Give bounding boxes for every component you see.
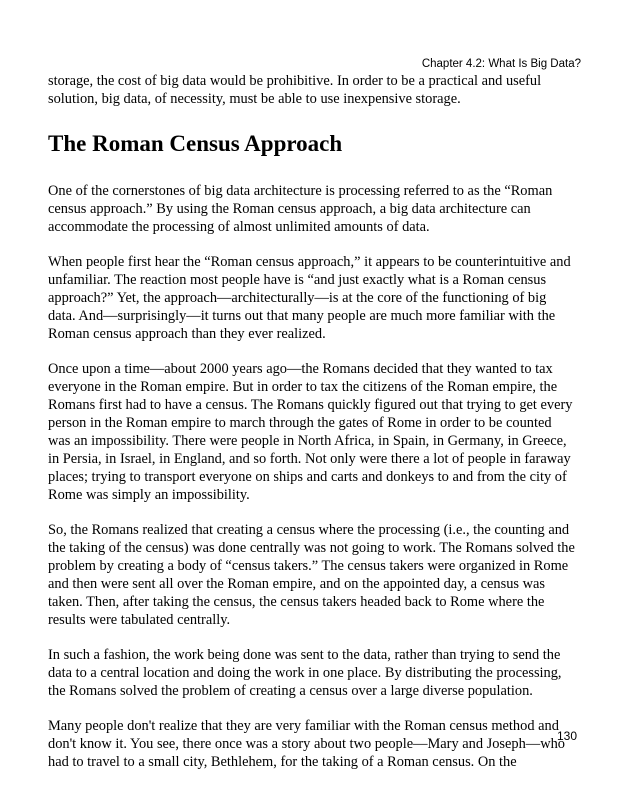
paragraph-4: So, the Romans realized that creating a census where the processing (i.e., the counting and the taking of the census) was done centrally was not going to work. The Romans solved the problem by creating a body of “census takers.” The census takers were organized in Rome and then were sent all over the Roman empire, and on the appointed day, a census was taken. Then, after taking the census, the census takers headed back to Rome where the results were tabulated centrally. <box>48 522 575 628</box>
page-number: 130 <box>556 729 577 743</box>
page-body <box>48 72 576 788</box>
paragraph-2: When people first hear the “Roman census approach,” it appears to be counterintuitive and unfamiliar. The reaction most people have is “and just exactly what is a Roman census approach?” Yet, the approach—architecturally—is at the core of the functioning of big data. And—surprisingly—it turns out that many people are much more familiar with the Roman census approach than they ever realized. <box>48 254 571 342</box>
continued-paragraph: storage, the cost of big data would be prohibitive. In order to be a practical and useful solution, big data, of necessity, must be able to use inexpensive storage. <box>48 73 542 107</box>
paragraph-3: Once upon a time—about 2000 years ago—the Romans decided that they wanted to tax everyone in the Roman empire. But in order to tax the citizens of the Roman empire, the Romans first had to have a census. The Romans quickly figured out that trying to get every person in the Roman empire to march through the gates of Rome in order to be counted was an impossibility. There were people in North Africa, in Spain, in Germany, in Greece, in Persia, in Israel, in England, and so forth. Not only were there a lot of people in faraway places; trying to transport everyone on ships and carts and donkeys to and from the city of Rome was simply an impossibility. <box>48 361 573 503</box>
paragraph-5: In such a fashion, the work being done was sent to the data, rather than trying to send the data to a central location and doing the work in one place. By distributing the processing, the Romans solved the problem of creating a census over a large diverse population. <box>48 647 562 699</box>
paragraph-6: Many people don't realize that they are very familiar with the Roman census method and don't know it. You see, there once was a story about two people—Mary and Joseph—who had to travel to a small city, Bethlehem, for the taking of a Roman census. On the <box>48 718 565 770</box>
section-heading: The Roman Census Approach <box>48 131 343 156</box>
paragraph-1: One of the cornerstones of big data architecture is processing referred to as the “Roman census approach.” By using the Roman census approach, a big data architecture can accommodate the processing of almost unlimited amounts of data. <box>48 183 553 235</box>
running-header: Chapter 4.2: What Is Big Data? <box>421 58 581 70</box>
